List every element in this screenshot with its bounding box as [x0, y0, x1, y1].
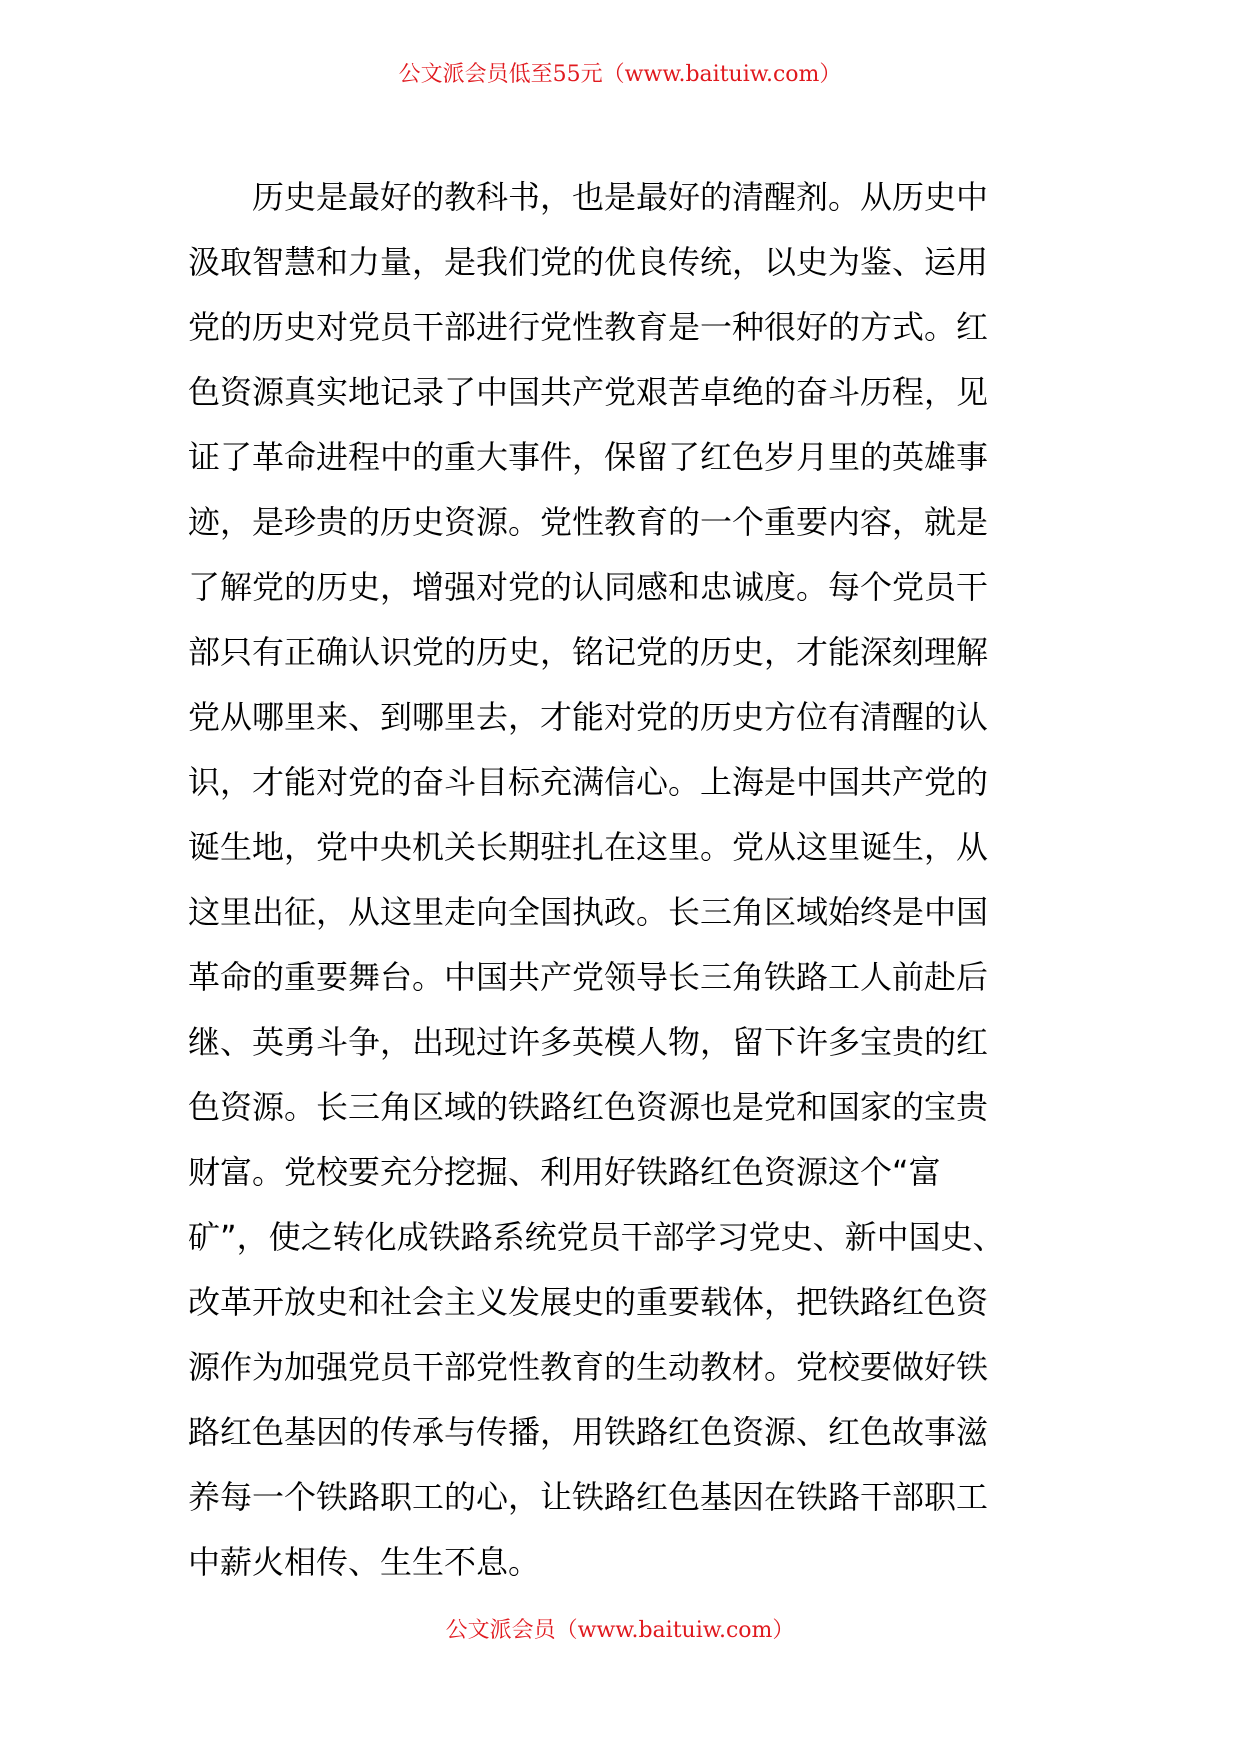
article-line: 了解党的历史，增强对党的认同感和忠诚度。每个党员干 — [188, 568, 989, 606]
footer-promo-banner[interactable]: 公文派会员（www.baituiw.com） — [445, 1618, 795, 1643]
article-line: 矿”，使之转化成铁路系统党员干部学习党史、新中国史、 — [188, 1218, 1005, 1256]
article-line: 诞生地，党中央机关长期驻扎在这里。党从这里诞生，从 — [188, 828, 989, 866]
article-line: 迹，是珍贵的历史资源。党性教育的一个重要内容，就是 — [188, 503, 989, 541]
article-line: 革命的重要舞台。中国共产党领导长三角铁路工人前赴后 — [188, 958, 989, 996]
article-line: 党从哪里来、到哪里去，才能对党的历史方位有清醒的认 — [188, 698, 989, 736]
article-line: 色资源。长三角区域的铁路红色资源也是党和国家的宝贵 — [188, 1088, 989, 1126]
article-line: 财富。党校要充分挖掘、利用好铁路红色资源这个“富 — [188, 1153, 941, 1191]
article-line: 继、英勇斗争，出现过许多英模人物，留下许多宝贵的红 — [188, 1023, 989, 1061]
article-line: 养每一个铁路职工的心，让铁路红色基因在铁路干部职工 — [188, 1478, 989, 1516]
article-line: 中薪火相传、生生不息。 — [188, 1543, 541, 1581]
article-line: 证了革命进程中的重大事件，保留了红色岁月里的英雄事 — [188, 438, 989, 476]
article-line: 源作为加强党员干部党性教育的生动教材。党校要做好铁 — [188, 1348, 989, 1386]
article-body — [188, 165, 1028, 1595]
article-line: 汲取智慧和力量，是我们党的优良传统，以史为鉴、运用 — [188, 243, 989, 281]
article-line: 识，才能对党的奋斗目标充满信心。上海是中国共产党的 — [188, 763, 989, 801]
article-paragraph — [188, 165, 1028, 1595]
article-line: 部只有正确认识党的历史，铭记党的历史，才能深刻理解 — [188, 633, 989, 671]
article-line: 路红色基因的传承与传播，用铁路红色资源、红色故事滋 — [188, 1413, 989, 1451]
article-line: 党的历史对党员干部进行党性教育是一种很好的方式。红 — [188, 308, 989, 346]
article-line: 历史是最好的教科书，也是最好的清醒剂。从历史中 — [188, 178, 989, 216]
article-line: 色资源真实地记录了中国共产党艰苦卓绝的奋斗历程，见 — [188, 373, 989, 411]
article-line: 这里出征，从这里走向全国执政。长三角区域始终是中国 — [188, 893, 989, 931]
header-promo-banner[interactable]: 公文派会员低至55元（www.baituiw.com） — [398, 62, 842, 87]
article-line: 改革开放史和社会主义发展史的重要载体，把铁路红色资 — [188, 1283, 989, 1321]
